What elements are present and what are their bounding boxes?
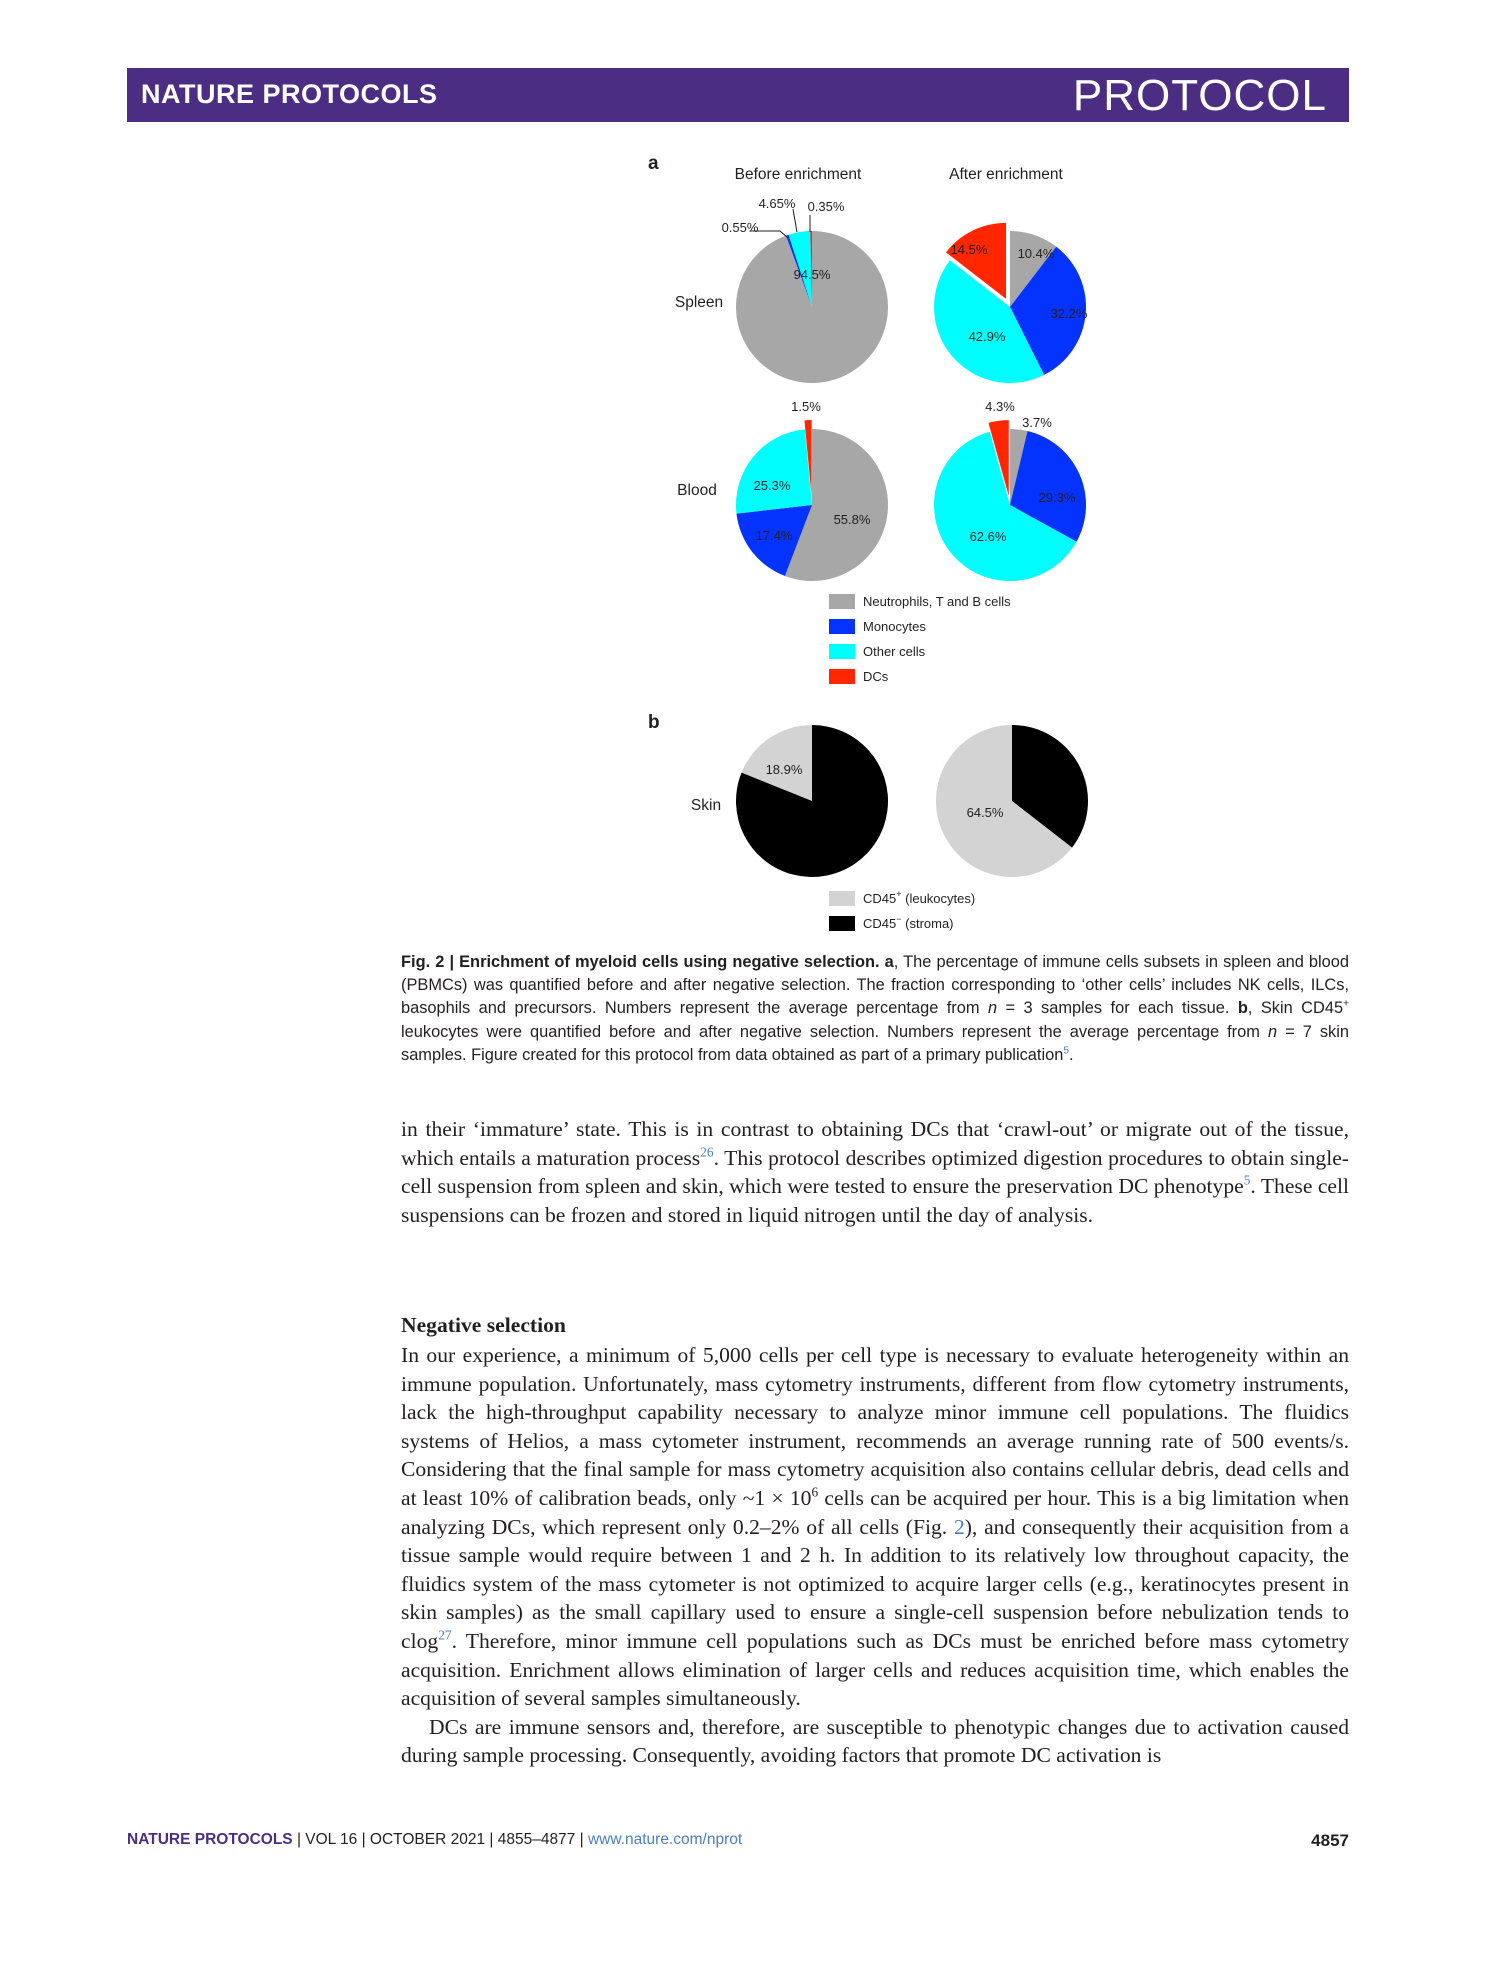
para2-text-2: cells can be acquired per hour. This is a big limitation when analyzing DCs, which represent only 0.2–2% of all cells (Fig. — [401, 1485, 1349, 1539]
journal-name: NATURE PROTOCOLS — [141, 79, 438, 109]
footer-sep: | — [575, 1831, 588, 1848]
legend-label-neutrophils: Neutrophils, T and B cells — [863, 594, 1011, 609]
legend-label-cd45neg: CD45− (stroma) — [863, 914, 954, 931]
para1-text-2: . This protocol describes optimized digestion procedures to obtain single-cell suspension from spleen and skin, which were tested to ensure the preservation DC phenotype — [401, 1145, 1349, 1199]
caption-a-text: , The percentage of immune cells subsets in spleen and blood (PBMCs) was quantified before and after negative selection. The fraction corresponding to ‘other cells’ includes NK cells, ILCs, basophils and precursors. Numbers represent the average percentage from — [401, 953, 1350, 1018]
caption-n2-symbol: n — [1267, 1022, 1278, 1041]
legend-swatch-other — [829, 644, 855, 659]
label-blood-before-other: 25.3% — [753, 478, 791, 493]
row-label-skin: Skin — [690, 797, 722, 814]
pie-spleen-before — [736, 231, 888, 383]
section-heading: Negative selection — [401, 1313, 566, 1337]
legend-swatch-monocytes — [829, 619, 855, 634]
para1-ref-5[interactable]: 5 — [1243, 1172, 1251, 1188]
footer-sep: | — [485, 1831, 498, 1848]
caption-n1-symbol: n — [987, 999, 998, 1018]
legend-swatch-cd45neg — [829, 916, 855, 931]
legend-label-monocytes: Monocytes — [863, 619, 926, 634]
blood-before-slice-other — [736, 429, 812, 513]
label-blood-after-other: 62.6% — [969, 529, 1007, 544]
para1-text-3: . These cell suspensions can be frozen and stored in liquid nitrogen until the day of analysis. — [401, 1174, 1349, 1227]
label-blood-before-monocytes: 17.4% — [755, 528, 793, 543]
footer-sep: | — [357, 1831, 370, 1848]
caption-b-label: b — [1237, 999, 1248, 1018]
para2-text-4: . Therefore, minor immune cell populations such as DCs must be enriched before mass cytometry acquisition. Enrichment allows elimination of larger cells and reduces acquisition time, which enables the acquisition of several samples simultaneously. — [401, 1628, 1349, 1711]
section-type: PROTOCOL — [1072, 71, 1327, 120]
label-spleen-after-other: 42.9% — [968, 329, 1006, 344]
figure-caption — [401, 951, 1349, 1067]
pie-skin-after — [936, 725, 1088, 877]
caption-end: . — [1069, 1045, 1074, 1064]
caption-fig-label: Fig. 2 | Enrichment of myeloid cells using negative selection. — [401, 953, 880, 971]
label-blood-before-neutrophils: 55.8% — [833, 512, 871, 527]
panel-a-label: a — [648, 153, 659, 174]
legend-swatch-cd45pos — [829, 891, 855, 906]
caption-b-sup: + — [1343, 998, 1349, 1010]
footer-pages: 4855–4877 — [497, 1831, 576, 1848]
caption-n2-value: = 7 skin samples. Figure created for this protocol from data obtained as part of a primary publication — [401, 1022, 1350, 1064]
legend-swatch-dcs — [829, 669, 855, 684]
legend-label-dcs: DCs — [863, 669, 889, 684]
caption-b-text1: , Skin CD45 — [1247, 999, 1344, 1018]
para1-ref-26[interactable]: 26 — [700, 1143, 714, 1159]
para2-text-3: ), and consequently their acquisition from a tissue sample would require between 1 and 2 h. In addition to its relatively low throughout capacity, the fluidics system of the mass cytometer is not optimized to acquire larger cells (e.g., keratinocytes present in skin samples) as the small capillary used to ensure a single-cell suspension before nebulization tends to clog — [401, 1514, 1349, 1653]
label-blood-before-dcs: 1.5% — [791, 399, 821, 414]
figure-2 — [0, 0, 1489, 945]
pie-skin-before — [736, 725, 888, 877]
caption-a-label: a — [884, 953, 894, 971]
legend-label-other: Other cells — [863, 644, 926, 659]
column-title-after: After enrichment — [949, 166, 1063, 183]
label-spleen-before-neutrophils: 94.5% — [793, 267, 831, 282]
row-label-spleen: Spleen — [674, 294, 724, 311]
panel-b-label: b — [648, 712, 660, 733]
label-spleen-after-neutrophils: 10.4% — [1017, 246, 1055, 261]
para2-fig-ref[interactable]: 2 — [953, 1514, 965, 1539]
legend-label-cd45pos: CD45+ (leukocytes) — [863, 889, 976, 906]
footer-sep: | — [292, 1831, 306, 1848]
body-paragraph-3: DCs are immune sensors and, therefore, are susceptible to phenotypic changes due to activation caused during sample processing. Consequently, avoiding factors that promote DC activation is — [401, 1714, 1349, 1768]
label-skin-before-cd45pos: 18.9% — [765, 762, 803, 777]
caption-ref-link[interactable]: 5 — [1063, 1045, 1069, 1057]
body-paragraph-1 — [401, 1115, 1349, 1229]
footer-journal: NATURE PROTOCOLS — [127, 1831, 293, 1848]
para1-text-1: in their ‘immature’ state. This is in contrast to obtaining DCs that ‘crawl-out’ or migrate out of the tissue, which entails a maturation process — [401, 1117, 1349, 1170]
pie-blood-before — [736, 420, 888, 581]
label-spleen-after-monocytes: 32.2% — [1050, 306, 1088, 321]
footer-url-link[interactable]: www.nature.com/nprot — [587, 1831, 743, 1848]
footer-date: OCTOBER 2021 — [369, 1831, 486, 1848]
label-spleen-before-monocytes: 0.55% — [721, 220, 759, 235]
footer-volume: VOL 16 — [305, 1831, 358, 1848]
label-blood-after-neutrophils: 3.7% — [1022, 415, 1052, 430]
body-paragraph-2 — [401, 1341, 1349, 1770]
legend-b — [829, 889, 975, 931]
caption-n1-value: = 3 samples for each tissue. — [997, 999, 1238, 1018]
legend-swatch-neutrophils — [829, 594, 855, 609]
label-blood-after-monocytes: 29.3% — [1038, 490, 1076, 505]
caption-b-text2: leukocytes were quantified before and after negative selection. Numbers represent the average percentage from — [401, 1022, 1268, 1041]
label-skin-after-cd45pos: 64.5% — [966, 805, 1004, 820]
para2-ref-27[interactable]: 27 — [438, 1627, 452, 1643]
row-label-blood: Blood — [677, 482, 717, 499]
label-spleen-before-other: 4.65% — [758, 196, 796, 211]
para2-text-1: In our experience, a minimum of 5,000 cells per cell type is necessary to evaluate heterogeneity within an immune population. Unfortunately, mass cytometry instruments, different from flow cytometry instruments, lack the high-throughput capability necessary to analyze minor immune cell populations. The fluidics systems of Helios, a mass cytometer instrument, recommends an average running rate of 500 events/s. Considering that the final sample for mass cytometry acquisition also contains cellular debris, dead cells and at least 10% of calibration beads, only ~1 × 10 — [401, 1343, 1349, 1510]
label-spleen-before-dcs: 0.35% — [807, 199, 845, 214]
label-spleen-after-dcs: 14.5% — [950, 242, 988, 257]
column-title-before: Before enrichment — [734, 166, 862, 183]
footer-citation — [127, 1831, 742, 1849]
para2-exponent: 6 — [811, 1484, 819, 1500]
leader-line-other — [793, 209, 797, 232]
legend-a — [829, 594, 1011, 684]
label-blood-after-dcs: 4.3% — [985, 399, 1015, 414]
page-number: 4857 — [1311, 1831, 1349, 1850]
